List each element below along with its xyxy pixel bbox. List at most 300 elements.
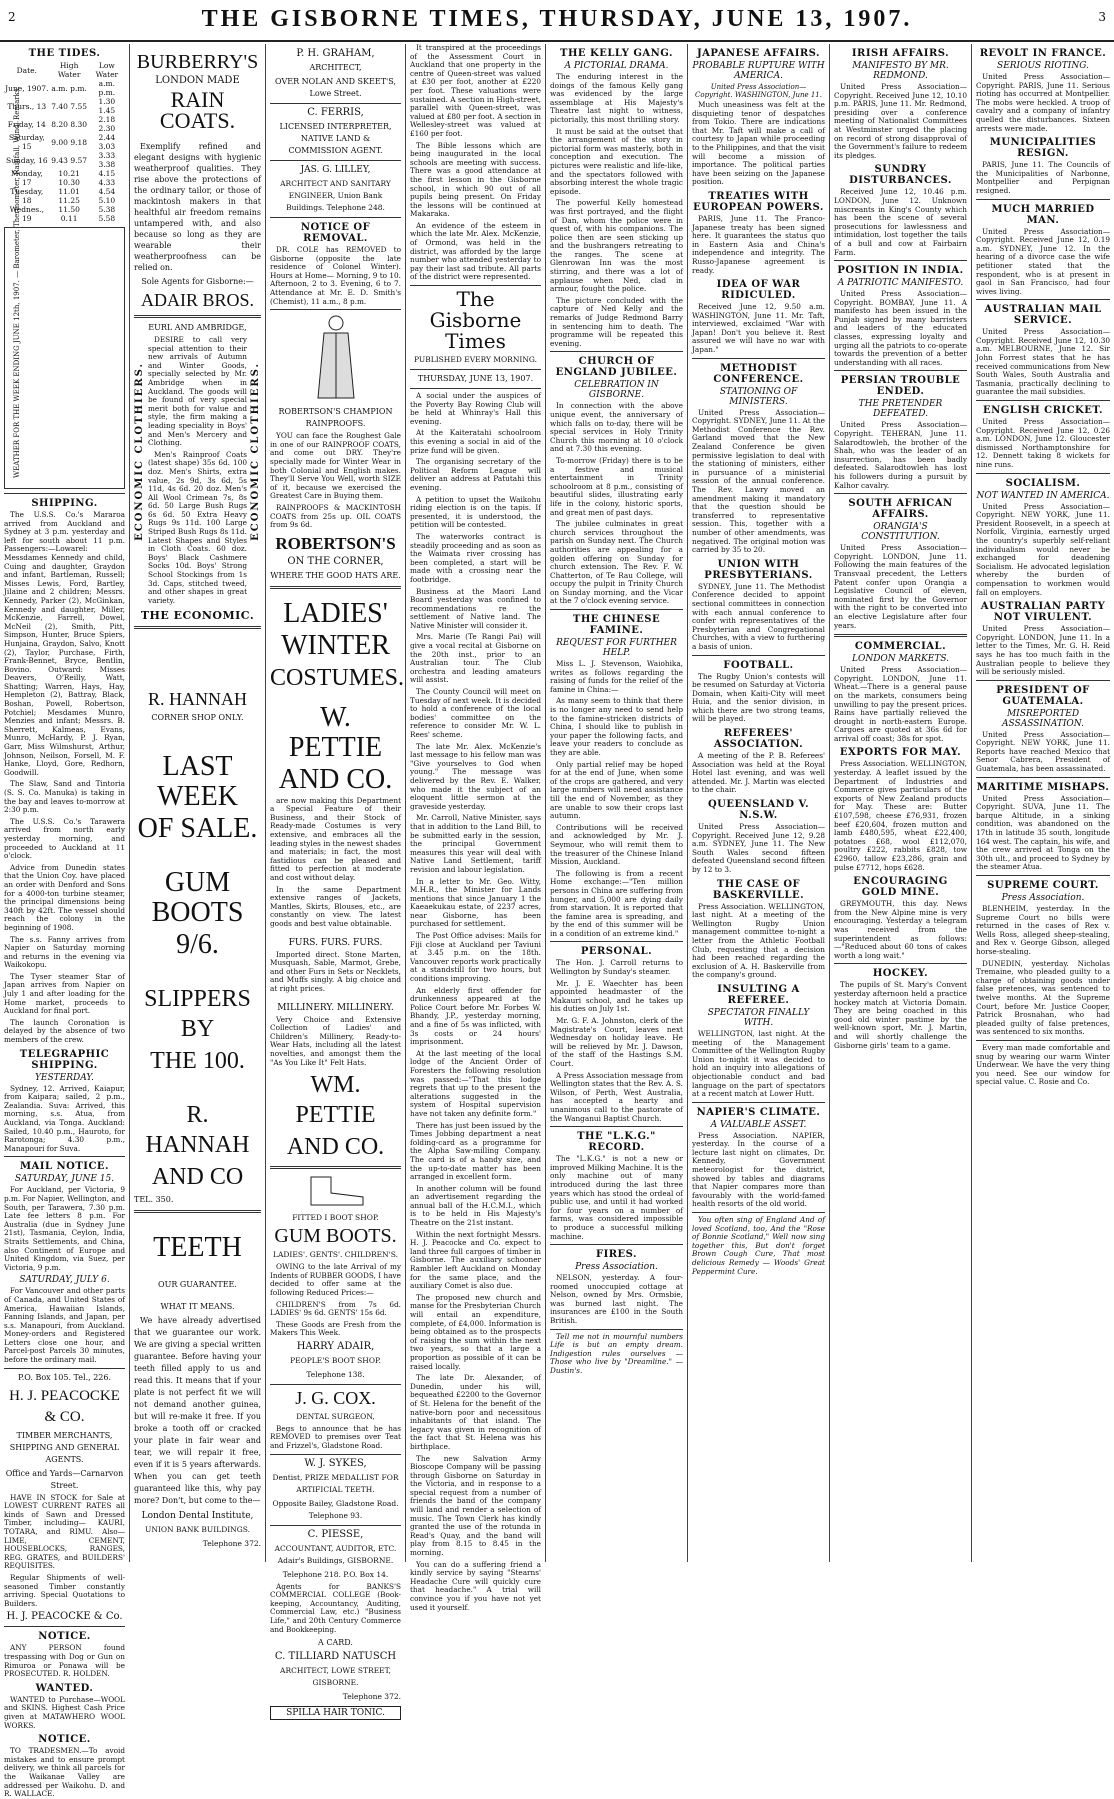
tides-col-date: Date. — [16, 65, 37, 75]
peacocke-sub: TIMBER MERCHANTS, SHIPPING AND GENERAL AGENTS. — [9, 1430, 120, 1464]
pettie-paragraph: are now making this Department a Special Feature of their Business, and their Stock of Ready-made Costumes is very extensive, and embraces all the leading styles in the newest shades and materials; in fact, the most fastidious can be pleased and fitted to perfection at moderate and cost without delay. — [270, 795, 401, 883]
adair-bros: ADAIR BROS. — [140, 290, 255, 310]
ridiculed-heading: IDEA OF WAR RIDICULED. — [716, 279, 801, 302]
mail-subheading: SATURDAY, JUNE 15. — [14, 1174, 115, 1185]
tides-cell: 8.20 8.30 — [51, 119, 88, 129]
japanese-source: United Press Association—Copyright. WASHINGTON, June 11. — [695, 83, 822, 99]
tides-cell: Thurs., 13 — [7, 101, 47, 111]
kelly-paragraph: The picture concluded with the capture of Ned Kelly and the remarks of Judge Redmond Barry in sentencing him to death. The programme will be repeated this evening. — [550, 295, 683, 348]
on-the-corner: ON THE CORNER, — [287, 555, 384, 567]
commercial-heading: COMMERCIAL. — [854, 641, 947, 653]
treaties-heading: TREATIES WITH EUROPEAN POWERS. — [693, 190, 824, 213]
slippers-2: THE 100. — [150, 1048, 245, 1075]
referees-paragraph: A meeting of the P. B. Referees' Association was held at the Royal Hotel last evening, and was well attended. Mr. J. Martin was elected to the chair. — [692, 751, 825, 795]
chinese-paragraph: Contributions will be received and acknowledged by Mr. J. Seymour, who will remit them to the treasurer of the Chinese Inland Mission, Auckland. — [550, 822, 683, 867]
page-number-left: 2 — [8, 10, 16, 24]
japanese-subheading: PROBABLE RUPTURE WITH AMERICA. — [692, 61, 825, 81]
table-row — [4, 97, 125, 115]
hannah-name: R. HANNAH — [148, 689, 247, 710]
telegraphic-subheading: YESTERDAY. — [34, 1072, 95, 1083]
tides-sub-date: June, 1907. — [5, 83, 49, 93]
chinese-paragraph: The following is from a recent Home exchange:—"Ten million persons in China are suffering from hunger, and 5,000 are dying daily from starvation. It is reported that the famine area is spreading, and by the end of this summer will be in a condition of an extreme kind." — [550, 868, 683, 938]
jubilee-paragraph: The jubilee culminates in great church services throughout the parish on Sunday next. The Church authorities are appealing for a golden offering on Sunday for church extension. The Rev. F. W. Chatterton, of Te Rau College, will occupy the pulpit in Trinity Church on Sunday morning, and the Vicar at the 7 o'clock evening service. — [550, 519, 683, 606]
sundry-heading: SUNDRY DISTURBANCES. — [849, 164, 952, 187]
persian-heading: PERSIAN TROUBLE ENDED. — [840, 375, 961, 398]
removal-heading: NOTICE OF REMOVAL. — [300, 222, 371, 244]
shipping-paragraph: The Tyser steamer Star of Japan arrives from Napier on July 1 and after loading for the Home market, proceeds to Auckland for final port. — [4, 971, 125, 1016]
news-paragraph: The Post Office advises: Mails for Fiji close at Auckland per Taviuni at 3.45 p.m. on the 18th. Vancouver reports work practically at a standstill for two hours, but conditions improving. — [410, 931, 541, 984]
news-paragraph: You can do a suffering friend a kindly service by saying "Stearns' Headache Cure will quickly cure that headache." A trial will convince you if you have not yet used it yourself. — [410, 1559, 541, 1612]
divider — [550, 941, 683, 942]
gold-paragraph: GREYMOUTH, this day. News from the New Alpine mine is very encouraging. Yesterday a telegram was received from the superintendent as follows:—"Reduced about 60 tons of cakes worth a long wait." — [834, 899, 967, 960]
card-heading: A CARD. — [318, 1638, 353, 1648]
socialism-paragraph: United Press Association—Copyright. NEW YORK, June 11. President Roosevelt, in a speech at Norfolk, Virginia, earnestly urged the country's superbly self-reliant individualism would never be exchanged for deadening Socialism. He advocated legislation whereby the burden of compensation to workmen would fall on employers. — [976, 501, 1110, 597]
hannah-2b: AND CO — [151, 1164, 244, 1191]
boot-icon — [301, 1173, 371, 1209]
column-2 — [130, 44, 266, 1562]
dental-tel: Telephone 372. — [202, 1539, 261, 1549]
notice2-paragraph: TO TRADESMEN.—To avoid mistakes and to ensure prompt delivery, we think all parcels for the Waikanae Valley are addressed per Waikohu. D. and R. WALLACE. — [4, 1746, 125, 1799]
jubilee-heading: CHURCH OF ENGLAND JUBILEE. — [555, 356, 678, 379]
peppermint-verse: You often sing of England And of loved Scotland, too, And the "Rose of Bonnie Scotland," Well now sing together this, But don't forget Brown Cough Cure, That most delicious Remedy — Woods' Great Peppermint Cure. — [692, 1215, 825, 1276]
divider — [834, 963, 967, 964]
baskerville-heading: THE CASE OF BASKERVILLE. — [712, 878, 805, 901]
tides-cell: Friday, 14 — [7, 119, 46, 129]
tides-sub-high: a.m. p.m. — [51, 83, 87, 93]
shipping-paragraph: The s.s. Fanny arrives from Napier on Saturday morning and returns in the evening via Waikokopu. — [4, 934, 125, 970]
shipping-paragraph: The launch Coronation is delayed by the absence of two members of the crew. — [4, 1017, 125, 1045]
sykes-sub: Dentist, PRIZE MEDALLIST FOR ARTIFICIAL TEETH. — [272, 1472, 399, 1494]
divider — [270, 1454, 401, 1455]
tides-cell: 9.43 9.57 — [51, 155, 88, 165]
po-line: P.O. Box 105. Tel., 226. — [17, 1372, 112, 1382]
news-paragraph: At the Kaiteratahi schoolroom this evening a social in aid of the prize fund will be given. — [410, 428, 541, 455]
methodist-subheading: STATIONING OF MINISTERS. — [719, 386, 798, 407]
insulting-subheading: SPECTATOR FINALLY WITH. — [707, 1007, 810, 1028]
tides-header-row — [4, 61, 125, 79]
chinese-paragraph: As many seem to think that there is no longer any need to send help to the famine-stricken districts of China, I should like to publish in your paper the following facts, and leave your readers to conclude as they are able. — [550, 696, 683, 757]
insulting-paragraph: WELLINGTON, last night. At the meeting of the Management Committee of the Wellington Rugby Union to-night it was decided to hold an inquiry into allegations of objectionable conduct and bad language on the part of spectators at a recent match at Lower Hutt. — [692, 1028, 825, 1099]
gold-heading: ENCOURAGING GOLD MINE. — [853, 876, 948, 899]
news-paragraph: A petition to upset the Waikohu riding election is on the tapis. If presented, it is understood, the petition will be contested. — [410, 494, 541, 530]
lkg-heading: THE "L.K.G." RECORD. — [577, 1131, 656, 1154]
tides-sub-low: a.m. p.m. — [98, 79, 116, 97]
news-paragraph: In another column will be found an advertisement regarding the annual ball of the H.C.M.I., which is to be held in His Majesty's Theatre on the 21st instant. — [410, 1183, 541, 1228]
robertson-caption: ROBERTSON'S CHAMPION RAINPROOFS. — [278, 407, 393, 429]
removal-paragraph: DR. COLE has REMOVED to Gisborne (opposite the late residence of Colonel Winter). Hours at Home— Morning, 9 to 10. Afternoon, 2 to 3. Evening, 6 to 7. Attendance at Mr. E. D. Smith's (Chemist), 11 a.m., 8 p.m. — [270, 245, 401, 306]
revolt-paragraph: United Press Association—Copyright. PARIS, June 11. Serious rioting has occurred at Montpellier. The mobs were heckled. A troop of cavalry and a company of infantry quelled the disturbances. Sixteen arrests were made. — [976, 72, 1110, 133]
guatemala-heading: PRESIDENT OF GUATEMALA. — [996, 684, 1090, 707]
harry-tel: Telephone 138. — [306, 1369, 365, 1379]
ridiculed-paragraph: Received June 12, 9.50 a.m. WASHINGTON, June 11. Mr. Taft, interviewed, exclaimed "War with Japan! Don't you believe it. Rest assured we will have no war with Japan." — [692, 302, 825, 355]
peacocke-signature: H. J. PEACOCKE & Co. — [6, 1611, 123, 1623]
persian-subheading: THE PRETENDER DEFEATED. — [858, 399, 943, 420]
tides-cell: 4.15 4.33 — [98, 169, 116, 187]
tides-col-high: High Water — [57, 61, 81, 79]
gum-boots: GUM BOOTS — [151, 867, 244, 929]
spilla-hair-tonic: SPILLA HAIR TONIC. — [270, 1706, 401, 1720]
guarantee: OUR GUARANTEE. — [158, 1280, 237, 1290]
divider — [4, 1368, 125, 1369]
cricket-heading: ENGLISH CRICKET. — [982, 405, 1104, 417]
ecm-list: Men's Rainproof Coats (latest shape) 35s 6d. 100 doz. Men's Shirts, extra value, 2s 9d, 3s 6d, 5s 11d, 4s 6d. 20 doz. Men's All Wool Crimean 7s, 8s 6d. 50 Large Bush Rugs 6s 6d. 50 Extra Heavy Rugs 9s 11d. 100 Large Striped Bush Rugs 8s 11d. Latest Shapes and Styles in Cloth Coats. 60 doz. Boys' Black Cashmere Socks 10d. Boys' Strong School Stockings from 1s 3d. Caps, stitched tweed, and other shapes in great variety. — [148, 449, 247, 605]
ferris-sub: LICENSED INTERPRETER, NATIVE LAND & COMMISSION AGENT. — [279, 122, 392, 155]
hockey-heading: HOCKEY. — [872, 968, 929, 980]
news-paragraph: Within the next fortnight Messrs. H. J. Peacocke and Co. expect to land three full cargoes of timber in Gisborne. The auxiliary schooner Rambler left Auckland on Monday for the same place, and the auxiliary Comet is also due. — [410, 1229, 541, 1291]
irish-paragraph: United Press Association—Copyright. Received June 12, 10.10 p.m. PARIS, June 11. Mr. Redmond, presiding over a conference meeting of Nationalist Committees at Westminster urged the placing on record of strong disapproval of the Government's failure to redeem its pledges. — [834, 82, 967, 160]
published-line: PUBLISHED EVERY MORNING. — [413, 355, 538, 365]
piesse-tel: Telephone 218. P.O. Box 14. — [282, 1569, 389, 1579]
union-heading: UNION WITH PRESBYTERIANS. — [704, 558, 813, 581]
divider — [550, 1244, 683, 1245]
divider — [550, 351, 683, 352]
chinese-heading: THE CHINESE FAMINE. — [572, 614, 661, 637]
mishaps-paragraph: United Press Association—Copyright. SUVA, June 11. The barque Altitude, in a sinking condition, was abandoned on the 17th in latitude 35 south, longitude 164 west. The captain, his wife, and the crew arrived at Tonga on the 30th ult., and proceed to Sydney by the steamer Atua. — [976, 793, 1110, 872]
tides-cell: Sunday, 16 — [5, 155, 48, 165]
ladies-title: LADIES' — [283, 597, 388, 629]
tides-cell: 5.38 5.58 — [98, 205, 116, 223]
municipal-heading: MUNICIPALITIES RESIGN. — [989, 137, 1097, 160]
hannah-tel: TEL. 350. — [134, 1195, 174, 1205]
shipping-paragraph: The Slaw, Sand and Tintoria (S. S. Co. Manuka) is taking in the bay and leaves to-morrow at 2:30 p.m. — [4, 779, 125, 815]
piesse-name: C. PIESSE, — [307, 1528, 364, 1540]
australian-party-paragraph: United Press Association—Copyright. LONDON, June 11. In a letter to the Times, Mr. G. H. Reid says he has too much faith in the Australian people to believe they will be seriously misled. — [976, 624, 1110, 677]
telegraphic-paragraph: Sydney, 12. Arrived, Kaiapur, from Kaipara; sailed, 2 p.m., Zealandia. Suva: Arrived, this morning, s.s. Atua, from Auckland, via Tonga. Auckland: Sailed, 10.40 p.m., Hauroto, for Rarotonga; 4.30 p.m., Manapouri for Suva. — [4, 1083, 125, 1153]
municipal-paragraph: PARIS, June 11. The Councils of the Municipalities of Narbonne, Montpellier and Perpignan resigned. — [976, 160, 1110, 195]
divider — [4, 493, 125, 494]
pettie-and-co: AND CO. — [278, 763, 393, 795]
news-paragraph: The organising secretary of the Political Reform League will deliver an address at Patutahi this evening. — [410, 457, 541, 492]
wanted-paragraph: WANTED to Purchase—WOOL and SKINS. Highest Cash Price given at MATAWHERO WOOL WORKS. — [4, 1694, 125, 1730]
divider — [134, 626, 261, 629]
persian-paragraph: United Press Association—Copyright. TEHERAN, June 11. Salarodtowleh, the brother of the Shah, who was the leader of an insurrection, has been badly defeated. Salarodtowleh has lost his followers during a pursuit by Kalhor cavalry. — [834, 420, 967, 490]
kelly-paragraph: The enduring interest in the doings of the famous Kelly gang was evidenced by the large assemblage at His Majesty's Theatre last night to witness, pictorially, this most thrilling story. — [550, 72, 683, 124]
underwear-ad: Every man made comfortable and snug by wearing our warm Winter Underwear. We have the very thing you need. See our window for special value. C. Rosie and Co. — [976, 1042, 1110, 1087]
furs-heading: FURS. FURS. FURS. — [288, 937, 383, 948]
divider — [410, 388, 541, 389]
napier-paragraph: Press Association. NAPIER, yesterday. In the course of a lecture last night on climates, Dr. Kennedy, Government meteorologist for the district, showed by tables and diagrams that Napier compares more than favourably with the world-famed health resorts of the old world. — [692, 1130, 825, 1209]
news-paragraph: The late Dr. Alexander, of Dunedin, under his will, bequeathed £2200 to the Governor of St. Helena for the benefit of the native-born poor and necessitous inhabitants of that island. The legacy was given in recognition of the fact that St. Helena was his birthplace. — [410, 1373, 541, 1451]
chinese-paragraph: Only partial relief may be hoped for at the end of June, when some of the crops are gathered, and very large numbers will need assistance till the end of November, as they are unable to sow their crops last autumn. — [550, 759, 683, 821]
shipping-paragraph: The U.S.S. Co.'s Tarawera arrived from north early yesterday morning, and proceeded to Auckland at 11 o'clock. — [4, 816, 125, 861]
tides-cell: 7.40 7.55 — [51, 101, 88, 111]
tides-cell: 2.18 2.30 — [98, 115, 116, 133]
union-paragraph: SYDNEY, June 11. The Methodist Conference decided to appoint sectional committees in connection with each annual conference to confer with representatives of the Presbyterian and Congregational Churches, with a view to furthering a basis of union. — [692, 581, 825, 651]
table-row — [4, 151, 125, 169]
divider — [834, 260, 967, 261]
economic-foot: THE ECONOMIC. — [140, 609, 255, 623]
divider — [834, 634, 967, 637]
london-markets-heading: LONDON MARKETS. — [851, 654, 950, 665]
napier-subheading: A VALUABLE ASSET. — [710, 1119, 807, 1130]
issue-date: THURSDAY, JUNE 13, 1907. — [417, 374, 534, 384]
of-sale: OF SALE. — [137, 813, 258, 845]
teeth-title: TEETH — [153, 1232, 242, 1264]
economic-side-right: ECONOMIC CLOTHIERS. — [250, 362, 261, 541]
agents-line: Sole Agents for Gisborne:— — [141, 277, 254, 286]
kelly-paragraph: It must be said at the outset that the arrangement of the story in pictorial form was masterly, both in conception and execution. The pictures were realistic and life-like, and the spectators followed with absorbing interest the whole tragic episode. — [550, 126, 683, 196]
divider — [270, 217, 401, 218]
jubilee-subheading: CELEBRATION IN GISBORNE. — [574, 380, 659, 401]
orangia-heading: ORANGIA'S CONSTITUTION. — [861, 522, 940, 543]
divider — [134, 315, 261, 318]
ecm-paragraph: DESIRE to call very special attention to their new arrivals of Autumn and Winter Goods, specially selected by Mr. Ambridge when in Auckland. The goods will be found of very special merit both for value and style, the firm making a leading speciality in Boys' and Men's Mercery and Clothing. — [148, 335, 247, 448]
supreme-court-paragraph: BLENHEIM, yesterday. In the Supreme Court no bills were returned in the cases of Rex v. Wells Ross, alleged sheep-stealing, and Rex v. George Gibson, alleged horse-stealing. — [976, 904, 1110, 956]
socialism-subheading: NOT WANTED IN AMERICA. — [976, 490, 1110, 501]
wm-pettie: WM. PETTIE — [295, 1072, 376, 1129]
gum-boots-title: GUM BOOTS. — [274, 1225, 397, 1248]
poem: Tell me not in mournful numbers Life is but an empty dream. Indigestion rules ourselves — Those who live by "Dreamline." —Dustin's. — [550, 1331, 683, 1376]
sykes-address: Opposite Bailey, Gladstone Road. Telephone 93. — [272, 1498, 399, 1520]
position-paragraph: United Press Association—Copyright. BOMBAY, June 11. A manifesto has been issued in the Punjab signed by many barristers and leaders of the educated classes, expressing loyalty and urging all the patriots to co-operate towards the prevention of a better understanding with all races. — [834, 289, 967, 367]
irish-heading: IRISH AFFAIRS. — [851, 48, 950, 59]
football-heading: FOOTBALL. — [723, 659, 794, 671]
pettie-paragraph-2: In the same Department extensive ranges of Jackets, Mantles, Skirts, Blouses, etc., are constantly on view. The latest goods and best value obtainable. — [270, 884, 401, 928]
south-africa-heading: SOUTH AFRICAN AFFAIRS. — [848, 498, 953, 521]
economic-side-left: ECONOMIC CLOTHIERS. — [134, 362, 145, 541]
raincoat-man-icon — [306, 313, 366, 403]
robertson-paragraph: YOU can face the Roughest Gale in one of our RAINPROOF COATS, and come out DRY. They're specially made for Winter Wear in both Colonial and English makes. They'll Serve You Well, worth SIZE of it, because we exercised the Greatest Care in Buying them. — [270, 431, 401, 501]
mishaps-heading: MARITIME MISHAPS. — [976, 781, 1110, 793]
gum-boots-price: 9/6. — [176, 929, 219, 961]
position-heading: POSITION IN INDIA. — [837, 265, 964, 277]
divider — [270, 309, 401, 310]
news-paragraph: At the last meeting of the local lodge of the Ancient Order of Foresters the following resolution was passed:—"That this lodge regrets that up to the present the alterations suggested in the system of Hospital supervision have not taken any definite form." — [410, 1048, 541, 1118]
table-row — [4, 187, 125, 205]
wanted-heading: WANTED. — [35, 1682, 94, 1694]
kelly-heading: THE KELLY GANG. — [560, 48, 673, 59]
tides-cell: 9.00 9.18 — [51, 137, 88, 147]
fires-subheading: Press Association. — [575, 1262, 658, 1273]
fires-paragraph: NELSON, yesterday. A four-roomed unoccupied cottage at Nelson, owned by Mrs. Ormsbie, was burned last night. The insurances are £100 in the South British. — [550, 1273, 683, 1326]
news-paragraph: It transpired at the proceedings of the Assessment Court in Auckland that one property in the centre of Queen-street was valued at £30 per foot, another at £220 per foot. These valuations were sustained. A section in High-street, parallel with Queen-street, was valued at £80 per foot. A section in Wellesley-street was valued at £160 per foot. — [410, 43, 541, 138]
exports-heading: EXPORTS FOR MAY. — [839, 747, 962, 759]
notice-heading: NOTICE. — [38, 1631, 91, 1643]
peacocke-name: H. J. PEACOCKE & CO. — [9, 1387, 120, 1425]
divider — [410, 369, 541, 370]
lkg-paragraph: The "L.K.G." is not a new or improved Milking Machine. It is the only machine out of many introduced during the last three years which has stood the ordeal of public use, and until it had worked for four years on a number of farms, was considered impossible to produce a successful milking machine. — [550, 1154, 683, 1241]
column-5 — [546, 44, 688, 1562]
news-paragraph: The County Council will meet on Tuesday of next week. It is decided to hold a conference of the local bodies' committee on the reference to consider Mr. W. L. Rees' scheme. — [410, 687, 541, 739]
weather-text: WEATHER FOR THE WEEK ENDING JUNE 12th, 1907. — Barometer, Thermometer, Rainfall, Wind, Remarks. — [13, 86, 21, 478]
tides-table — [4, 61, 125, 223]
economic-ad — [134, 322, 261, 605]
football-paragraph: The Rugby Union's contests will be resumed on Saturday at Victoria Domain, when Kaiti-City will meet Huia, and the senior division, in which there are two strong teams, will be played. — [692, 671, 825, 724]
news-paragraph: An elderly first offender for drunkenness appeared at the Police Court before Mr. Forbes W. Bhandy, J.P., yesterday morning, and a fine of 5s was inflicted, with 3s costs or 24 hours' imprisonment. — [410, 985, 541, 1047]
piesse-sub: ACCOUNTANT, AUDITOR, ETC. Adair's Buildings, GISBORNE. — [274, 1543, 397, 1565]
graham-sub: ARCHITECT, — [309, 63, 362, 72]
notice2-heading: NOTICE. — [38, 1734, 91, 1746]
divider — [270, 586, 401, 589]
good-hats: WHERE THE GOOD HATS ARE. — [270, 570, 401, 580]
burberry-raincoats: RAIN COATS. — [159, 87, 236, 133]
hannah-2: R. HANNAH — [145, 1102, 250, 1159]
personal-paragraph: Mr. G. F. A. Johnston, clerk of the Magistrate's Court, leaves next Wednesday on holiday leave. He will be relieved by Mr. J. Dawson, of the staff of the Hastings S.M. Court. — [550, 1016, 683, 1068]
news-paragraph: A social under the auspices of the Poverty Bay Rowing Club will be held at Whinray's Hall this evening. — [410, 391, 541, 426]
london-markets-paragraph: United Press Association—Copyright. LONDON, June 11. Wheat.—There is a general pause on the markets, consumers being unwilling to pay the present prices. Rains have partially relieved the drought in north-eastern Europe. Cargoes are quoted at 36s 6d for arrival off coast; 38s for spot. — [834, 665, 967, 743]
divider — [270, 1384, 401, 1385]
news-paragraph: There has just been issued by the Times Jobbing department a neat folding-card as a programme for the Alpha Saw-milling Company. The card is of a handy size, and the up-to-date matter has been arranged in excellent form. — [410, 1120, 541, 1182]
ecm-heading: EURL AND AMBRIDGE, — [148, 323, 247, 332]
burberry-paragraph: Exemplify refined and elegant designs with hygienic weatherproof qualities. They rise above the protections of the ordinary tailor, or those of mackintosh makers in that healthful air freedom remains untampered with, and also because so long as they are wearable their weatherproofness can be relied on. — [134, 142, 261, 272]
gum-paragraph-2: These Goods are Fresh from the Makers This Week. — [270, 1319, 401, 1338]
dental-address: UNION BANK BUILDINGS. — [145, 1525, 250, 1535]
divider — [834, 370, 967, 371]
news-paragraph: The waterworks contract is steadily proceeding and as soon as the Waimata river crossing has been completed, a start will be made with a crossing near the footbridge. — [410, 531, 541, 584]
natusch-sub: ARCHITECT, LOWE STREET, GISBORNE. — [280, 1666, 391, 1688]
revolt-heading: REVOLT IN FRANCE. — [979, 48, 1107, 59]
tides-cell: 3.33 3.38 — [98, 151, 116, 169]
divider — [976, 199, 1110, 200]
mail-paragraph: For Auckland, per Victoria, 9 p.m. For Napier, Wellington, and South, per Tarawera, 7.30 p.m. Late fee letters 8 p.m. For Australia (due in Sydney June 21st), Tasmania, Ceylon, India, Straits Settlements, and China, also Continent of Europe and United Kingdom, via Suez, per Victoria, 9 p.m. — [4, 1185, 125, 1272]
guatemala-subheading: MISREPORTED ASSASSINATION. — [1002, 708, 1084, 729]
australian-mail-paragraph: United Press Association—Copyright. Received June 12, 10.30 a.m. MELBOURNE, June 12. Sir John Forrest states that he has received communications from New South Wales, South Australia and Tasmania, practically declining to guarantee the mail subsidies. — [976, 327, 1110, 397]
divider — [692, 1102, 825, 1103]
sundry-paragraph: Received June 12, 10.46 p.m. LONDON, June 12. Unknown miscreants in King's County which has been the scene of several prosecutions for lawlessness and intimidation, lost together the tails of a bull and cow at Fairbairn Farm. — [834, 187, 967, 257]
burberry-title: BURBERRY'S — [136, 51, 259, 73]
telegraphic-heading: TELEGRAPHIC SHIPPING. — [19, 1048, 110, 1071]
column-8 — [972, 44, 1114, 1562]
fitted-boot-shop: FITTED I BOOT SHOP. — [292, 1213, 379, 1223]
tides-cell: Wednes., 19 — [9, 205, 44, 223]
news-paragraph: In a letter to Mr. Geo. Witty, M.H.R., the Minister for Lands mentions that since January 1 the Kaeaekukau estate, of 2237 acres, near Gisborne, has been purchased for settlement. — [410, 876, 541, 929]
supreme-court-paragraph-2: DUNEDIN, yesterday. Nicholas Tremaine, who pleaded guilty to a charge of obtaining goods under false pretences, was sentenced to twelve months. At the Supreme Court, before Mr. Justice Cooper, Patrick Brosnahan, who had pleaded guilty of false pretences, was sentenced to six months. — [976, 958, 1110, 1037]
mail-paragraph-2: For Vancouver and other parts of Canada, and United States of America, Hawaiian Islands, Fanning Islands, and Japan, per s.s. Manapouri, from Auckland. Money-orders and Registered Letters close one hour, and Parcel-post Parcels 30 minutes, before the ordinary mail. — [4, 1286, 125, 1365]
divider — [976, 299, 1110, 300]
jubilee-paragraph: In connection with the above unique event, the anniversary of which falls on to-day, there will be special services in Holy Trinity Church this morning at 10 o'clock and at 7.30 this evening. — [550, 401, 683, 454]
hannah-sub: CORNER SHOP ONLY. — [151, 713, 244, 723]
kelly-subheading: A PICTORIAL DRAMA. — [564, 61, 669, 71]
baskerville-paragraph: Press Association. WELLINGTON, last night. At a meeting of the Wellington Rugby Union management committee to-night a letter from the Athletic Football Club, requesting that a decision had been reached regarding the exclusion of A. H. Baskerville from the company's ground. — [692, 901, 825, 980]
tides-cell: 11.50 0.11 — [58, 205, 80, 223]
divider — [976, 777, 1110, 778]
referees-heading: REFEREES' ASSOCIATION. — [713, 728, 804, 751]
hockey-paragraph: The pupils of St. Mary's Convent yesterday afternoon held a practice hockey match at Victoria Domain. They are being coached in this good old winter pastime by the well-known sport, Mr. J. Martin, and will shortly challenge the Gisborne girls' team to a game. — [834, 980, 967, 1050]
news-paragraph: The new Salvation Army Bioscope Company will be passing through Gisborne on Saturday in the Victoria, and in response to a special request from a number of friends the band of the company will land and render a selection of music. The Town Clerk has kindly granted the use of the rotunda in Read's Quay, and the band will play from 8.15 to 8.45 in the morning. — [410, 1453, 541, 1558]
personal-paragraph: Mr. J. E. Waechter has been appointed headmaster of the Makauri school, and he takes up his duties on July 1st. — [550, 978, 683, 1014]
tides-sub-row — [4, 79, 125, 97]
divider — [976, 400, 1110, 401]
graham-address: OVER NOLAN AND SKEET'S, Lowe Street. — [275, 77, 396, 98]
table-row — [4, 115, 125, 133]
gum-list: CHILDREN'S from 7s 6d. LADIES' 9s 6d. GENTS' 15s 6d. — [270, 1299, 401, 1318]
page-number-right: 3 — [1098, 10, 1106, 24]
peacocke-paragraph: HAVE IN STOCK for Sale at LOWEST CURRENT RATES all kinds of Sawn and Dressed Timber, including— KAURI, TOTARA, and RIMU. Also— LIME, CEMENT, HOUSEBLOCKS, RANGES, REG. GRATES, and BUILDERS' REQUISITES. — [4, 1492, 125, 1571]
fires-heading: FIRES. — [595, 1249, 638, 1261]
chinese-paragraph: Miss L. J. Stevenson, Waiohika, writes as follows regarding the raising of funds for the relief of the famine in China:— — [550, 659, 683, 694]
divider — [410, 285, 541, 286]
cox-paragraph: Begs to announce that he has REMOVED to premises over Teat and Frizzel's, Gladstone Road. — [270, 1423, 401, 1451]
sykes-name: W. J. SYKES, — [304, 1457, 367, 1469]
divider — [4, 1626, 125, 1627]
tides-cell: 2.44 3.03 — [98, 133, 116, 151]
agents-paragraph: Agents for BANKS'S COMMERCIAL COLLEGE (Book-keeping, Accountancy, Auditing, Commercial Law, etc.) "Business Life," and 20th Century Commerce and Bookkeeping. — [270, 1581, 401, 1634]
personal-paragraph: The Hon. J. Carroll returns to Wellington by Sunday's steamer. — [550, 958, 683, 977]
column-6 — [688, 44, 830, 1562]
cricket-paragraph: United Press Association—Copyright. Received June 12, 0.26 a.m. LONDON, June 12. Gloucester dismissed Northamptonshire for 12. Dennett taking 8 wickets for nine runs. — [976, 417, 1110, 469]
divider — [692, 655, 825, 656]
guatemala-paragraph: United Press Association—Copyright. NEW YORK, June 11. Reports have reached Mexico that Senor Cabrera, President of Guatemala, has been assassinated. — [976, 729, 1110, 774]
gum-boots-sub: LADIES'. GENTS'. CHILDREN'S. — [272, 1250, 399, 1260]
japanese-paragraph: Much uneasiness was felt at the disquieting tenor of despatches from Tokio. There are indications that Mr. Taft will make a call of courtesy to Japan while proceeding to the Philippines, and that the visit will become a mission of importance. The political parties have been seizing on the Japanese position. — [692, 100, 825, 187]
tides-cell: 11.01 11.25 — [58, 187, 80, 205]
cox-name: J. G. COX. — [295, 1387, 376, 1408]
much-married-paragraph: United Press Association—Copyright. Received June 12, 0.19 a.m. SYDNEY, June 12. In the hearing of a divorce case the wife petitioner stated that the respondent, who is at present in gaol in San Francisco, had four wives living. — [976, 226, 1110, 296]
tides-heading: THE TIDES. — [28, 48, 101, 59]
jubilee-paragraph: To-morrow (Friday) there is to be a festive and musical entertainment in Trinity schoolroom at 8 p.m., consisting of beautiful slides, illustrating early life in the colony, historic sports, and great men of past days. — [550, 455, 683, 517]
slippers: SLIPPERS BY — [144, 986, 251, 1043]
position-subheading: A PATRIOTIC MANIFESTO. — [837, 278, 964, 289]
robertsons-title: ROBERTSON'S — [275, 533, 396, 553]
divider — [4, 1156, 125, 1157]
exports-paragraph: Press Association. WELLINGTON, yesterday. A leaflet issued by the Department of Industries and Commerce gives particulars of the exports of New Zealand products for May. These are: Butter £107,598, cheese £76,931, frozen beef £20,604, frozen mutton and lamb £480,595, wheat £22,400, potatoes £68, wool £112,070, poultry £222, rabbits £828, tow £2960, tallow £23,286, grain and pulse £7712, hops £628. — [834, 759, 967, 872]
news-paragraph: Mrs. Marie (Te Rangi Pai) will give a vocal recital at Gisborne on the 20th inst., prior to an Australian tour. The Club orchestra and leading amateurs will assist. — [410, 632, 541, 685]
table-row — [4, 133, 125, 151]
news-paragraph: The proposed new church and manse for the Presbyterian Church will entail an expenditure, complete, of £4,000. Information is being obtained as to the prospects of raising the sum within the next two years, so that a large a proportion as possible of it can be raised locally. — [410, 1292, 541, 1371]
cox-sub: DENTAL SURGEON, — [296, 1411, 375, 1421]
news-paragraph: Mr. Carroll, Native Minister, says that in addition to the Land Bill, to be submitted early in the session, the principal Government measures this year will deal with Native Land Settlement, tariff revision and labour legislation. — [410, 813, 541, 874]
queensland-paragraph: United Press Association—Copyright. Received June 12, 9.28 a.m. SYDNEY, June 11. The New South Wales second fifteen defeated Queensland second fifteen by 12 to 3. — [692, 822, 825, 874]
much-married-heading: MUCH MARRIED MAN. — [991, 203, 1095, 226]
divider — [270, 103, 401, 104]
orangia-paragraph: United Press Association—Copyright. LONDON, June 11. Following the main features of the Transvaal precedent, the Letters Patent confer upon Orangia a Legislative Council of eleven, nominated first by the Governor with the right to be converted into an elective Legislature after four years. — [834, 543, 967, 630]
masthead — [0, 0, 1114, 42]
news-paragraph: The late Mr. Alex. McKenzie's last message to his fellow man was "Give yourselves to God when young." The message was delivered by the Rev. E. Walker, who made it the subject of an eloquent little sermon at the graveside yesterday. — [410, 741, 541, 811]
japanese-heading: JAPANESE AFFAIRS. — [696, 48, 821, 59]
personal-heading: PERSONAL. — [580, 946, 653, 958]
irish-subheading: MANIFESTO BY MR. REDMOND. — [852, 61, 949, 81]
lilley-name: JAS. G. LILLEY, — [300, 165, 371, 175]
tides-cell: Tuesday, 18 — [10, 187, 44, 205]
dental-institute: London Dental Institute, — [141, 1511, 254, 1522]
divider — [550, 1329, 683, 1330]
tides-cell: Monday, 17 — [10, 169, 43, 187]
robertson-paragraph-2: RAINPROOFS & MACKINTOSH COATS from 25s up. OIL COATS from 9s 6d. — [270, 502, 401, 530]
socialism-heading: SOCIALISM. — [1005, 477, 1081, 489]
queensland-heading: QUEENSLAND V. N.S.W. — [707, 799, 810, 822]
news-paragraph: Business at the Maori Land Board yesterday was confined to recommendations re the settlement of Native land. The Native Minister will consider it. — [410, 586, 541, 630]
kelly-paragraph: The powerful Kelly homestead was first portrayed, and the flight of Dan, whom the police were in quest of, with his companions. The police then are seen sticking up and the bushrangers retreating to the ranges. The scene at Glenrowan Inn was the most stirring, and there was a lot of applause when Ned, clad in armour, fought the police. — [550, 198, 683, 294]
natusch-name: C. TILLIARD NATUSCH — [274, 1651, 397, 1663]
divider — [692, 1212, 825, 1213]
winter-title: WINTER — [281, 629, 390, 661]
ferris-name: C. FERRIS, — [307, 107, 364, 118]
divider — [976, 473, 1110, 474]
table-row — [4, 205, 125, 223]
mail-subheading-2: SATURDAY, JULY 6. — [19, 1275, 110, 1286]
revolt-subheading: SERIOUS RIOTING. — [997, 61, 1089, 71]
burberry-sub: LONDON MADE — [155, 75, 240, 86]
chinese-subheading: REQUEST FOR FURTHER HELP. — [556, 638, 677, 659]
mail-heading: MAIL NOTICE. — [19, 1161, 110, 1173]
peacocke-office: Office and Yards—Carnarvon Street. — [5, 1468, 124, 1490]
millinery-paragraph: Very Choice and Extensive Collection of Ladies' and Children's Millinery, Ready-to-Wear Hats, including all the latest novelties, and amongst them the "As You Like It" Felt Hats. — [270, 1014, 401, 1067]
news-paragraph: The Bible lessons which are being inaugurated in the local schools are meeting with success. There was a good attendance at the first lesson in the Gisborne school, in which 90 out of all pupils being present. On Friday the lessons will be continued at Makaraka. — [410, 140, 541, 219]
treaties-paragraph: PARIS, June 11. The Franco-Japanese treaty has been signed here. It guarantees the status quo in Eastern Asia and China's independence and integrity. The Russo-Japanese agreement is ready. — [692, 213, 825, 275]
harry-sub: PEOPLE'S BOOT SHOP. — [290, 1355, 381, 1365]
supreme-court-heading: SUPREME COURT. — [987, 880, 1099, 891]
divider — [270, 1525, 401, 1526]
shipping-paragraph: Advice from Dunedin states that the Union Coy. have placed an order with Denford and Sons for a 4000-ton turbine steamer, the principal dimensions being 340ft by 42ft. The vessel should reach the colony in the beginning of 1908. — [4, 862, 125, 932]
divider — [270, 160, 401, 161]
column-4 — [406, 43, 546, 1612]
costumes-title: COSTUMES. — [270, 664, 405, 691]
divider — [550, 1126, 683, 1127]
divider — [134, 1210, 261, 1213]
tides-col-low: Low Water — [95, 61, 119, 79]
shipping-heading: SHIPPING. — [31, 498, 98, 509]
column-1 — [0, 44, 130, 1799]
